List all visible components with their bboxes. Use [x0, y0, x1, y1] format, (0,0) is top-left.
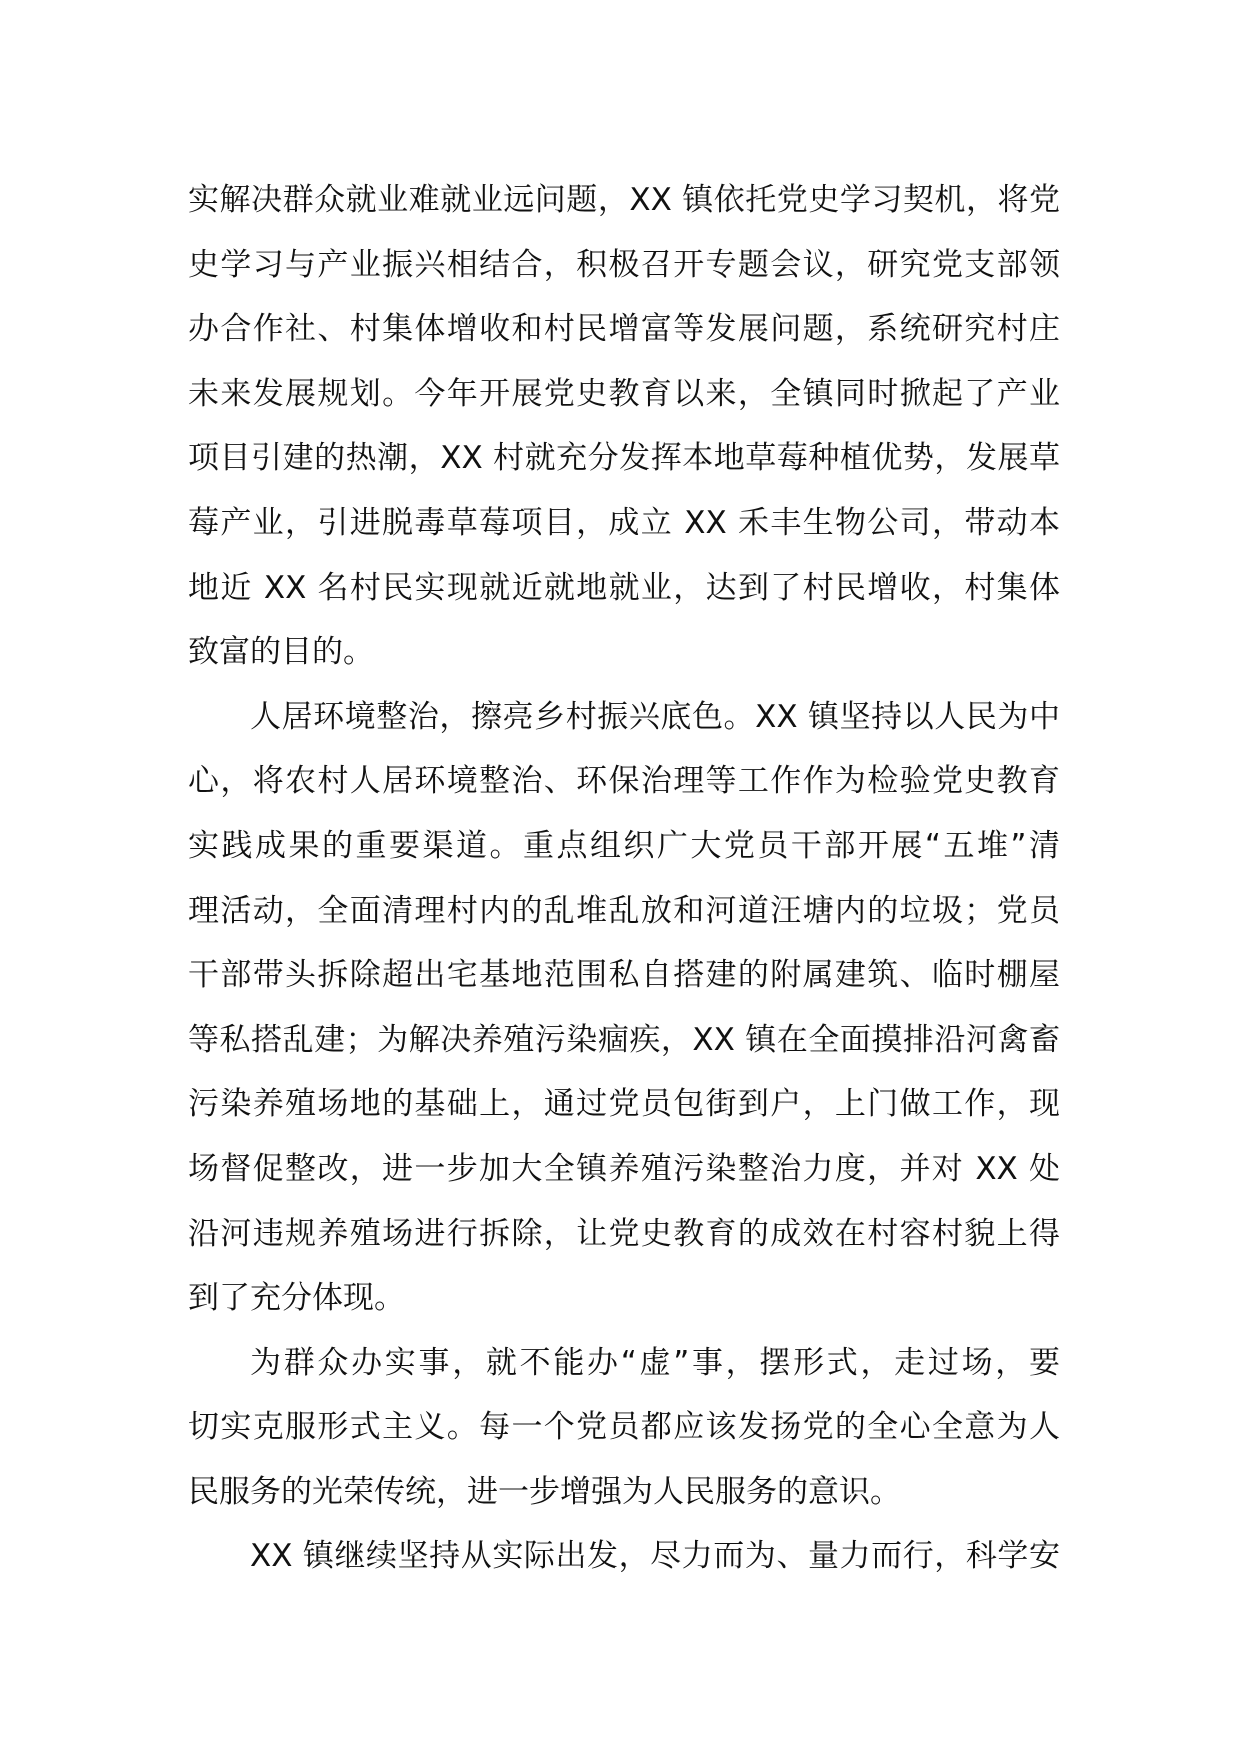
paragraph — [188, 1331, 1060, 1525]
text-line: 项目引建的热潮，XX 村就充分发挥本地草莓种植优势，发展草 — [188, 440, 1060, 477]
text-line: 沿河违规养殖场进行拆除，让党史教育的成效在村容村貌上得 — [188, 1215, 1060, 1252]
document-body — [188, 168, 1060, 1589]
text-line: 场督促整改，进一步加大全镇养殖污染整治力度，并对 XX 处 — [188, 1150, 1060, 1187]
text-line: 人居环境整治，擦亮乡村振兴底色。XX 镇坚持以人民为中 — [250, 698, 1060, 735]
text-line: 等私搭乱建；为解决养殖污染痼疾，XX 镇在全面摸排沿河禽畜 — [188, 1021, 1060, 1058]
text-line: 理活动，全面清理村内的乱堆乱放和河道汪塘内的垃圾；党员 — [188, 892, 1060, 929]
text-line: 心，将农村人居环境整治、环保治理等工作作为检验党史教育 — [188, 763, 1060, 800]
text-line: 史学习与产业振兴相结合，积极召开专题会议，研究党支部领 — [188, 246, 1060, 283]
text-line: 民服务的光荣传统，进一步增强为人民服务的意识。 — [188, 1473, 901, 1510]
text-line: 地近 XX 名村民实现就近就地就业，达到了村民增收，村集体 — [188, 569, 1060, 606]
text-line: 切实克服形式主义。每一个党员都应该发扬党的全心全意为人 — [188, 1409, 1060, 1446]
text-line: 未来发展规划。今年开展党史教育以来，全镇同时掀起了产业 — [188, 375, 1060, 412]
text-line: 污染养殖场地的基础上，通过党员包街到户，上门做工作，现 — [188, 1086, 1060, 1123]
text-line: 干部带头拆除超出宅基地范围私自搭建的附属建筑、临时棚屋 — [188, 957, 1060, 994]
paragraph — [188, 168, 1060, 685]
text-line: 实践成果的重要渠道。重点组织广大党员干部开展“五堆”清 — [188, 827, 1060, 864]
text-line: 莓产业，引进脱毒草莓项目，成立 XX 禾丰生物公司，带动本 — [188, 504, 1060, 541]
text-line: 到了充分体现。 — [188, 1280, 405, 1317]
text-line: 为群众办实事，就不能办“虚”事，摆形式，走过场，要 — [250, 1344, 1060, 1381]
text-line: XX 镇继续坚持从实际出发，尽力而为、量力而行，科学安 — [250, 1538, 1060, 1575]
text-line: 致富的目的。 — [188, 634, 374, 671]
paragraph — [188, 685, 1060, 1331]
paragraph — [188, 1524, 1060, 1589]
text-line: 实解决群众就业难就业远问题，XX 镇依托党史学习契机，将党 — [188, 182, 1060, 218]
text-line: 办合作社、村集体增收和村民增富等发展问题，系统研究村庄 — [188, 311, 1060, 348]
